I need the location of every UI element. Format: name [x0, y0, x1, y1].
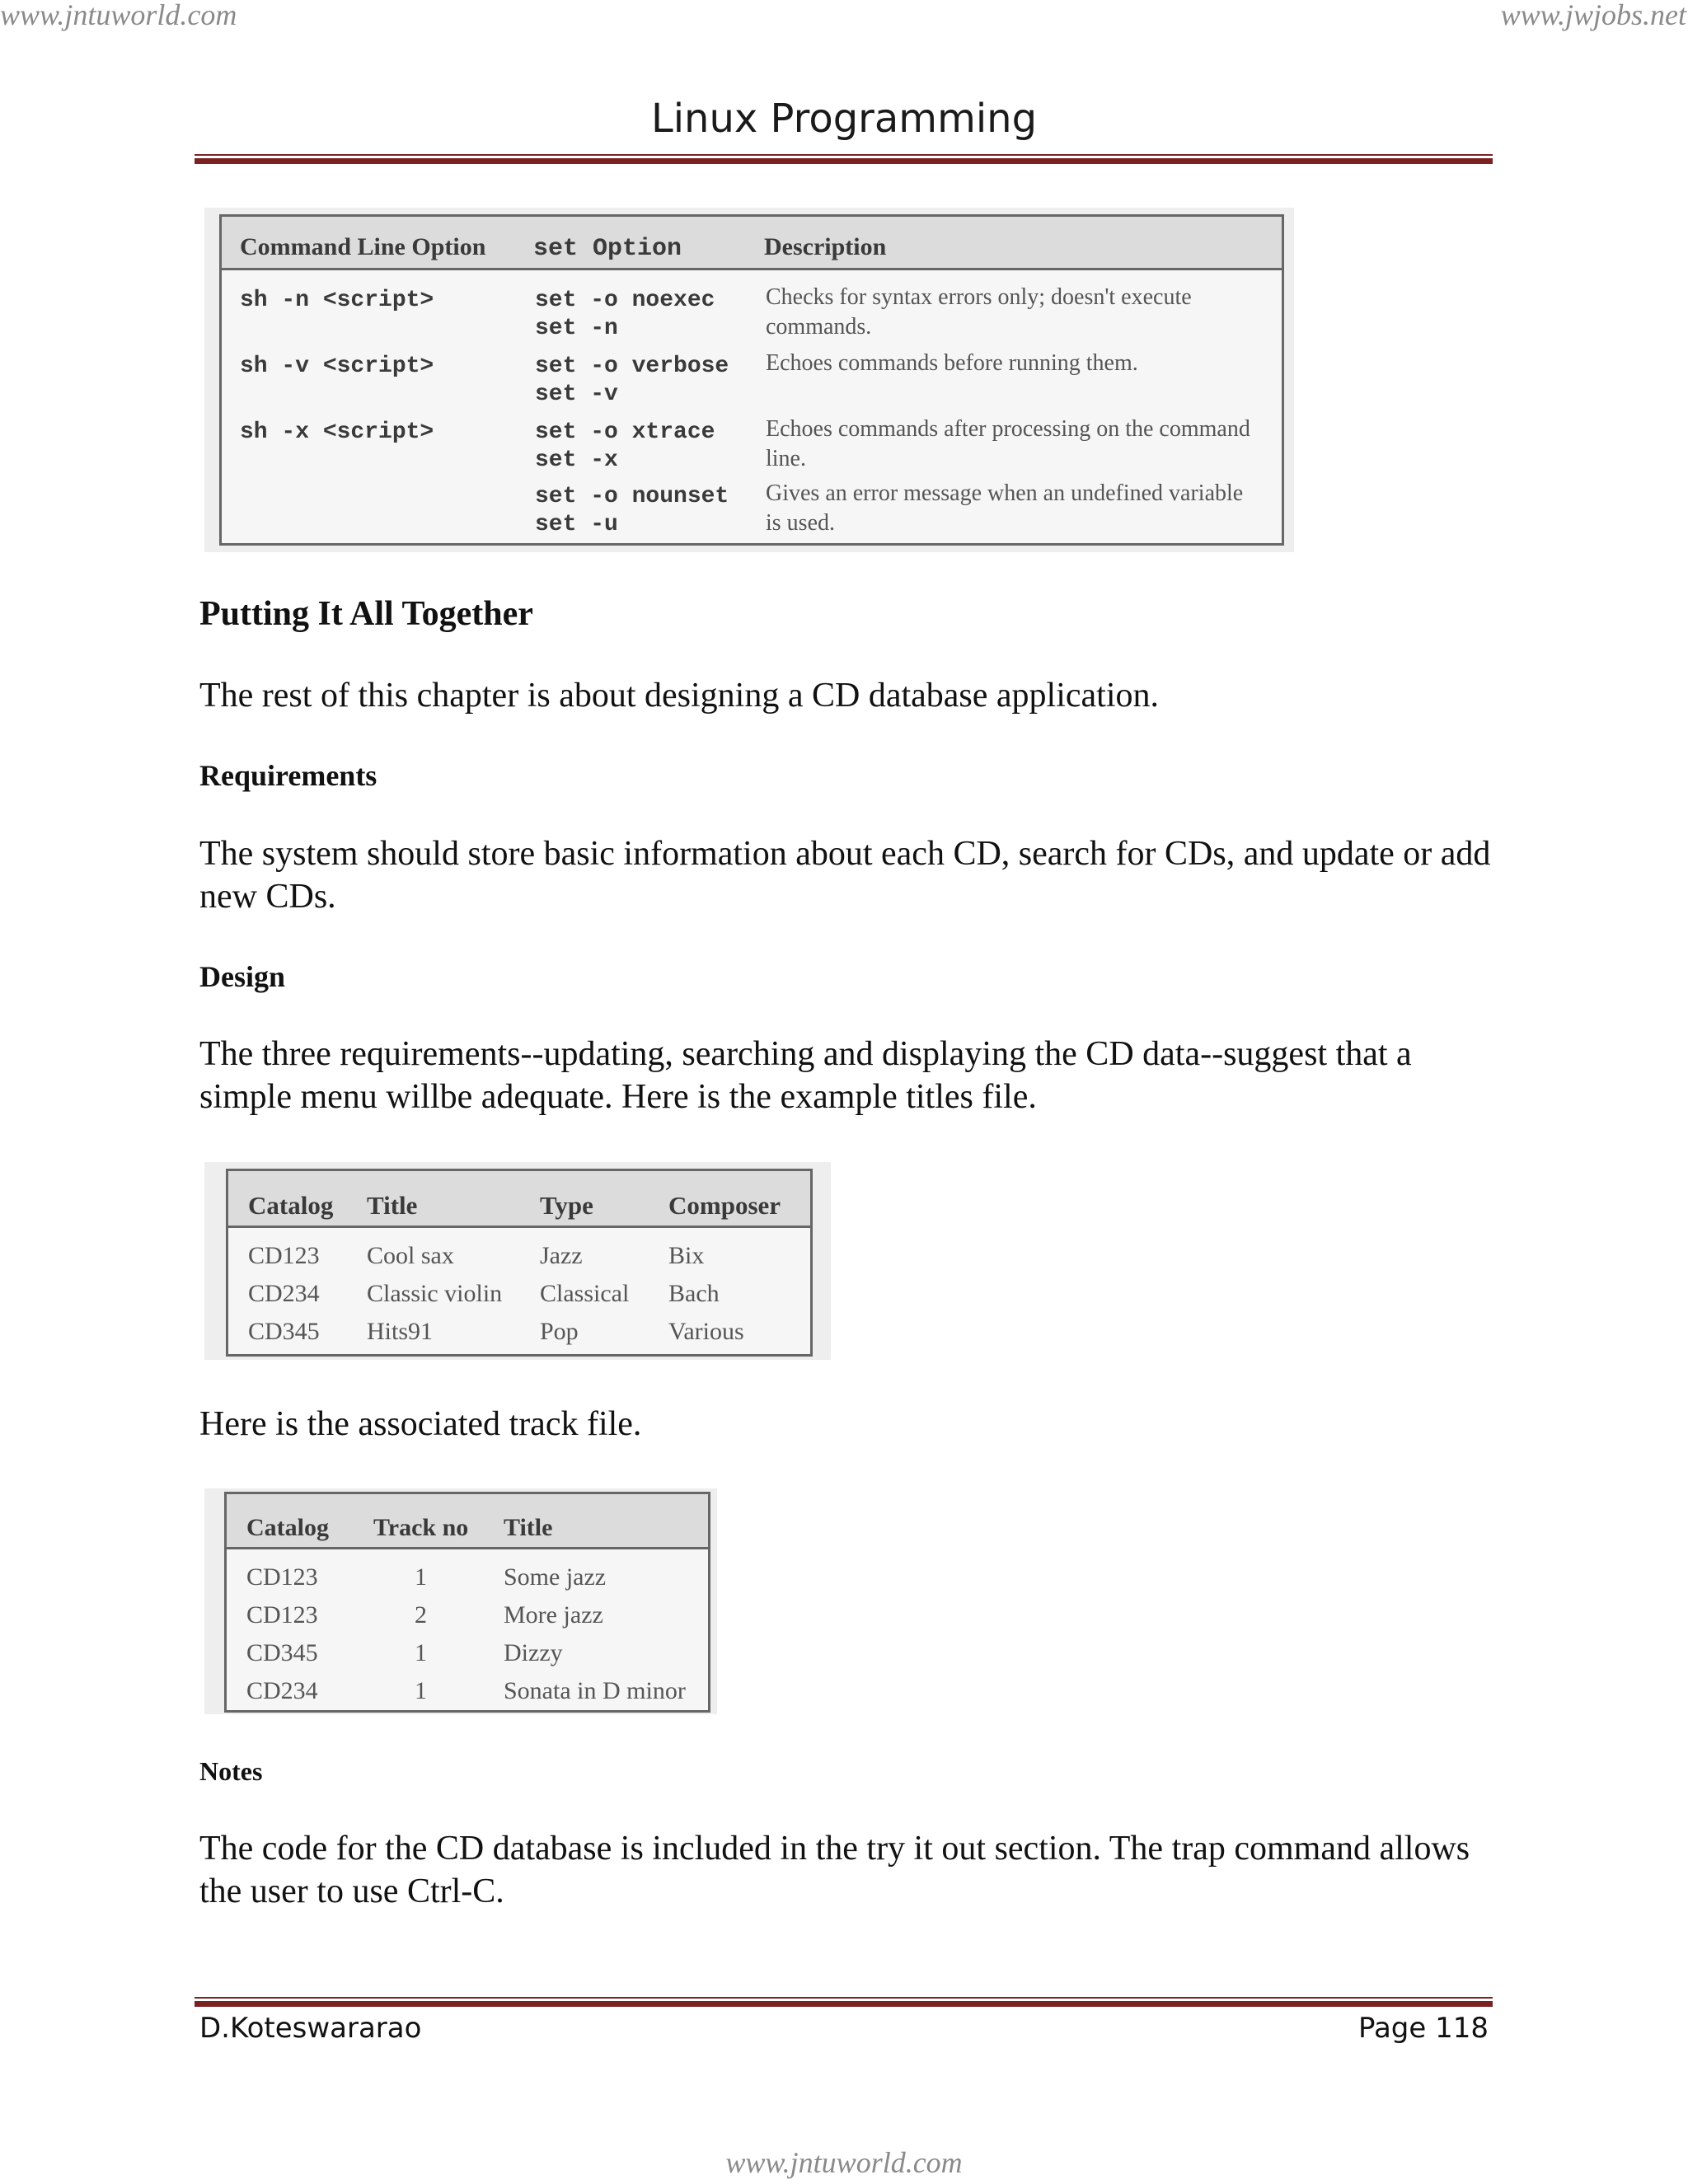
titles-table-image — [204, 1162, 831, 1360]
table-cell: Checks for syntax errors only; doesn't execute commands. — [766, 284, 1192, 340]
table-cell: CD345 — [248, 1318, 320, 1345]
table-cell: Echoes commands before running them. — [766, 350, 1138, 376]
paragraph-design: The three requirements--updating, searching and displaying the CD data--suggest that a simple menu willbe adequate. Here is the example titles file. — [199, 1035, 1412, 1116]
table-cell: set -u — [535, 512, 618, 537]
table-cell: CD234 — [248, 1280, 320, 1307]
section-heading-putting-it-all-together: Putting It All Together — [199, 595, 533, 633]
footer-divider — [195, 1997, 1493, 2007]
table-cell: CD345 — [246, 1639, 318, 1666]
table-cell: Various — [668, 1318, 744, 1345]
header-composer: Composer — [668, 1191, 781, 1220]
footer-page-number: Page 118 — [1357, 2012, 1489, 2045]
watermark-top-right: www.jwjobs.net — [1500, 0, 1686, 31]
shell-options-table-image — [204, 208, 1294, 552]
table-header — [227, 1494, 708, 1549]
table-cell: 2 — [415, 1601, 427, 1629]
table-cell: set -o noexec — [535, 288, 715, 313]
table-cell: 1 — [415, 1677, 427, 1704]
table-cell: 1 — [415, 1639, 427, 1666]
table-cell: Classic violin — [367, 1280, 503, 1307]
header-type: Type — [540, 1191, 593, 1220]
header-command-line-option: Command Line Option — [240, 233, 486, 260]
table-cell: More jazz — [504, 1601, 603, 1629]
table-cell: Classical — [540, 1280, 630, 1307]
table-cell: Jazz — [540, 1242, 583, 1269]
table-cell: set -n — [535, 316, 618, 341]
table-cell: Bix — [668, 1242, 705, 1269]
page-title: Linux Programming — [650, 96, 1038, 142]
table-cell: set -o xtrace — [535, 419, 715, 445]
table-cell: sh -n <script> — [240, 288, 434, 313]
table-cell: CD123 — [248, 1242, 320, 1269]
header-description: Description — [764, 233, 887, 260]
table-cell: Echoes commands after processing on the command line. — [766, 416, 1250, 471]
tracks-table — [224, 1492, 710, 1713]
paragraph-notes: The code for the CD database is included in the try it out section. The trap command allows the user to use Ctrl-C. — [199, 1830, 1470, 1910]
table-cell: Some jazz — [504, 1563, 607, 1591]
footer-author: D.Koteswararao — [199, 2012, 422, 2045]
table-cell: Pop — [540, 1318, 579, 1345]
titles-table — [226, 1169, 813, 1357]
paragraph-intro: The rest of this chapter is about designing a CD database application. — [199, 677, 1160, 715]
table-cell: 1 — [415, 1563, 427, 1591]
table-cell: CD123 — [246, 1563, 318, 1591]
section-heading-notes: Notes — [199, 1756, 263, 1786]
paragraph-requirements: The system should store basic information about each CD, search for CDs, and update or add new CDs. — [199, 835, 1491, 916]
table-header — [228, 1171, 810, 1228]
header-divider — [195, 154, 1493, 164]
table-cell: Dizzy — [504, 1639, 563, 1666]
paragraph-track-intro: Here is the associated track file. — [199, 1405, 642, 1443]
table-cell: set -o nounset — [535, 484, 729, 509]
table-cell: sh -x <script> — [240, 419, 434, 445]
header-track-no: Track no — [373, 1514, 469, 1541]
table-cell: CD234 — [246, 1677, 318, 1704]
section-heading-requirements: Requirements — [199, 759, 377, 792]
table-cell: sh -v <script> — [240, 354, 434, 379]
header-catalog: Catalog — [248, 1191, 334, 1220]
header-title: Title — [367, 1191, 418, 1220]
tracks-table-image — [204, 1488, 717, 1714]
watermark-bottom: www.jntuworld.com — [725, 2146, 963, 2179]
table-cell: Sonata in D minor — [504, 1677, 686, 1704]
table-cell: Gives an error message when an undefined variable is used. — [766, 480, 1244, 536]
header-title: Title — [504, 1514, 553, 1541]
table-header — [222, 217, 1282, 270]
watermark-top-left: www.jntuworld.com — [0, 0, 237, 31]
shell-options-table — [219, 214, 1284, 546]
table-cell: set -x — [535, 448, 618, 473]
table-cell: Bach — [668, 1280, 720, 1307]
section-heading-design: Design — [199, 960, 286, 993]
header-set-option: set Option — [533, 235, 682, 263]
table-cell: set -v — [535, 382, 618, 407]
table-cell: Cool sax — [367, 1242, 454, 1269]
table-cell: CD123 — [246, 1601, 318, 1629]
table-cell: Hits91 — [367, 1318, 434, 1345]
table-cell: set -o verbose — [535, 354, 729, 379]
header-catalog: Catalog — [246, 1514, 329, 1541]
